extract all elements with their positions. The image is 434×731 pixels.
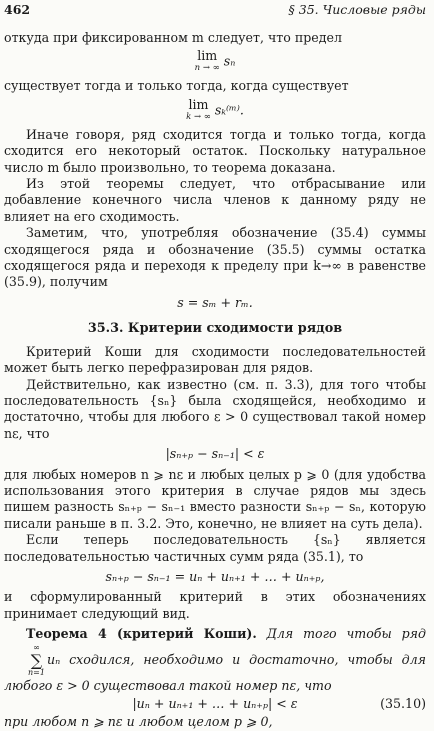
equation-partial-sums: sₙ₊ₚ − sₙ₋₁ = uₙ + uₙ₊₁ + … + uₙ₊ₚ, — [105, 568, 325, 584]
summation-symbol: ∞ ∑ n=1 — [6, 643, 45, 678]
lim-word: lim — [188, 96, 209, 112]
equation-number: (35.10) — [380, 696, 426, 711]
paragraph: Иначе говоря, ряд сходится тогда и только тогда, когда сходится его некоторый остаток. Поскольку натуральное число m было произвольно, то теорема доказана. — [4, 126, 426, 175]
paragraph: и сформулированный критерий в этих обозначениях принимает следующий вид. — [4, 589, 426, 621]
paragraph: Заметим, что, употребляя обозначение (35.4) суммы сходящегося ряда и обозначение (35.5) суммы остатка сходящегося ряда и переходя к пределу при k→∞ в равенстве (35.9), получим — [4, 225, 426, 290]
page-body — [4, 30, 426, 731]
page-header — [4, 2, 426, 20]
paragraph: существует тогда и только тогда, когда существует — [4, 78, 349, 94]
equation-limit-sn — [4, 50, 426, 74]
paragraph: Если теперь последовательность {sₙ} является последовательностью частичных сумм ряда (35.1), то — [4, 532, 426, 564]
lim-word: lim — [197, 48, 218, 64]
theorem-text-a: Для того чтобы ряд — [266, 626, 426, 642]
equation-s-sum: s = sₘ + rₘ. — [177, 294, 253, 310]
paragraph: при любом n ⩾ nε и любом целом p ⩾ 0, — [4, 714, 273, 730]
lim-expression: sₙ — [223, 53, 236, 69]
running-title: § 35. Числовые ряды — [288, 2, 426, 17]
theorem-label: Теорема 4 (критерий Коши). — [26, 626, 257, 642]
lim-subscript: n → ∞ — [194, 63, 220, 74]
paragraph: для любых номеров n ⩾ nε и любых целых p ⩾ 0 (для удобства использования этого критерия в случае рядов мы здесь пишем разность sₙ₊ₚ − sₙ₋₁ вместо разности sₙ₊ₚ − sₙ, которую писали раньше в п. 3.2. Это, конечно, не влияет на суть дела). — [4, 466, 426, 531]
lim-expression: sₖ⁽ᵐ⁾. — [214, 102, 244, 118]
lim-subscript: k → ∞ — [186, 111, 211, 122]
equation-35-10 — [4, 696, 426, 712]
paragraph: Критерий Коши для сходимости последовательностей может быть легко перефразирован для рядов. — [4, 343, 426, 376]
paragraph: откуда при фиксированном m следует, что предел — [4, 30, 342, 45]
equation-cauchy-sequence: |sₙ₊ₚ − sₙ₋₁| < ε — [165, 446, 265, 462]
theorem-text-b: сходился, необходимо и достаточно, чтобы для любого ε > 0 существовал такой номер nε, что — [4, 651, 426, 693]
section-title: 35.3. Критерии сходимости рядов — [87, 321, 343, 337]
sum-lower-limit: n=1 — [28, 667, 45, 677]
paragraph: Действительно, как известно (см. п. 3.3), для того чтобы последовательность {sₙ} была сходящейся, необходимо и достаточно, чтобы для любого ε > 0 существовал такой номер nε, что — [4, 376, 426, 441]
equation-expression: |uₙ + uₙ₊₁ + … + uₙ₊ₚ| < ε — [132, 696, 298, 711]
equation-limit-sk — [4, 96, 426, 123]
paragraph: Из этой теоремы следует, что отбрасывание или добавление конечного числа членов к данному ряду не влияет на его сходимость. — [4, 176, 426, 224]
sum-term: uₙ — [46, 651, 61, 667]
page-number: 462 — [4, 2, 31, 17]
sum-upper-limit: ∞ — [33, 642, 40, 652]
theorem-statement — [4, 626, 426, 694]
